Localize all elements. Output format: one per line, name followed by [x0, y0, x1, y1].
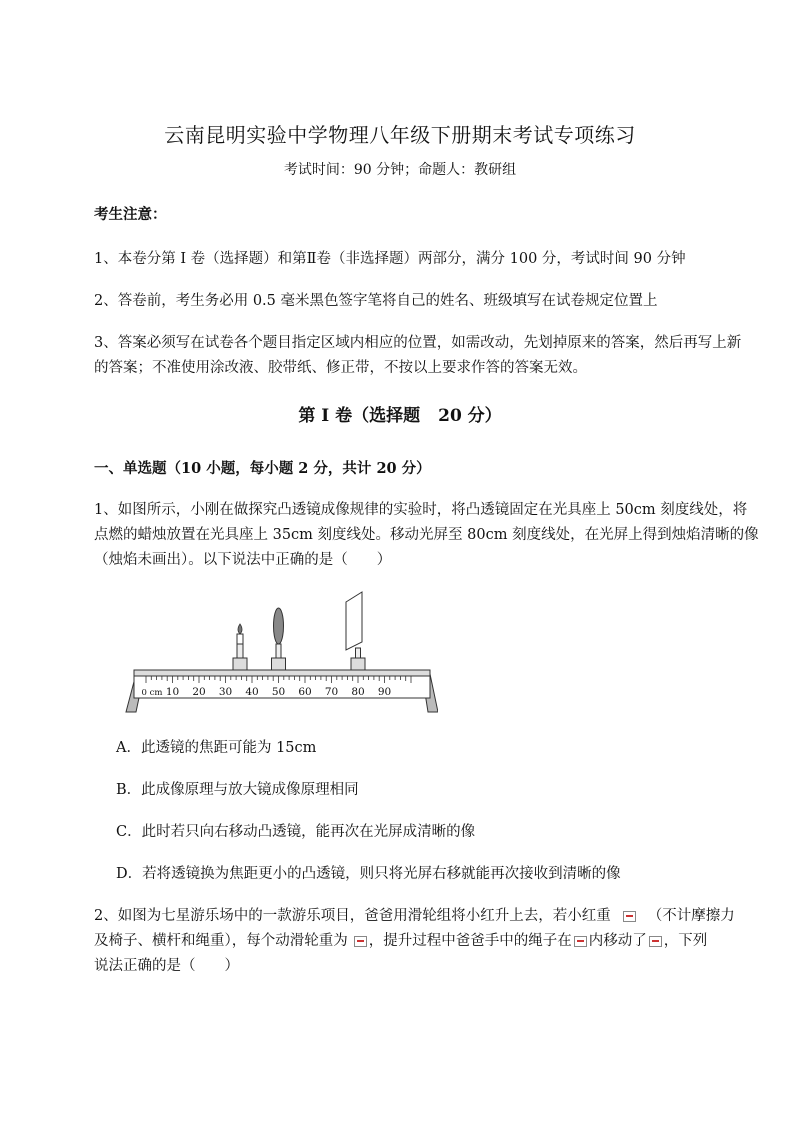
q1-option-b: B．此成像原理与放大镜成像原理相同: [116, 782, 359, 798]
q2-line-1: [94, 904, 735, 925]
scale-label-80: 80: [351, 686, 365, 698]
scale-label-10: 10: [165, 686, 180, 698]
formula-image-icon: [623, 911, 636, 922]
q1-option-a: A．此透镜的焦距可能为 15cm: [116, 740, 317, 756]
scale-label-70: 70: [324, 686, 339, 698]
optical-bench-svg: [122, 590, 438, 720]
q2-line-3: 说法正确的是（ ）: [94, 958, 239, 974]
q2-line-1-a: 2、如图为七星游乐场中的一款游乐项目，爸爸用滑轮组将小红升上去，若小红重: [94, 908, 611, 924]
scale-label-90: 90: [377, 686, 392, 698]
formula-image-icon: [574, 936, 587, 947]
q1-line-3: （烛焰未画出）。以下说法中正确的是（ ）: [94, 552, 392, 568]
section-title-a: 第 I 卷（选择题: [298, 406, 421, 426]
q1-line-1: 1、如图所示，小刚在做探究凸透镜成像规律的实验时，将凸透镜固定在光具座上 50cm 刻度线处，将: [94, 502, 748, 518]
scale-label-40: 40: [245, 686, 259, 698]
q1-line-2: 点燃的蜡烛放置在光具座上 35cm 刻度线处。移动光屏至 80cm 刻度线处，在光屏上得到烛焰清晰的像: [94, 527, 759, 543]
optical-bench-figure: [122, 590, 438, 720]
page-title: 云南昆明实验中学物理八年级下册期末考试专项练习: [164, 123, 636, 147]
notice-heading: 考生注意：: [94, 206, 167, 223]
q1-option-c: C．此时若只向右移动凸透镜，能再次在光屏成清晰的像: [116, 824, 476, 840]
formula-image-icon: [649, 936, 662, 947]
section-title-b: 20 分）: [438, 406, 502, 426]
candle: [233, 624, 247, 670]
part-heading: 一、单选题（10 小题，每小题 2 分，共计 20 分）: [94, 460, 431, 477]
exam-meta: 考试时间：90 分钟；命题人：教研组: [283, 162, 517, 178]
scale-label-0: 0 cm: [141, 688, 163, 698]
section-title: [0, 401, 800, 426]
convex-lens: [272, 608, 286, 670]
scale-label-20: 20: [192, 686, 206, 698]
q2-line-2-c: 内移动了: [588, 933, 647, 949]
scale-label-30: 30: [218, 686, 233, 698]
q2-line-1-b: （不计摩擦力: [647, 908, 735, 924]
notice-item-3-cont: 的答案；不准使用涂改液、胶带纸、修正带，不按以上要求作答的答案无效。: [94, 360, 587, 376]
notice-item-2: 2、答卷前，考生务必用 0.5 毫米黑色签字笔将自己的姓名、班级填写在试卷规定位置上: [94, 293, 658, 309]
q2-line-2-a: 及椅子、横杆和绳重），每个动滑轮重为: [94, 933, 348, 949]
q1-option-d: D．若将透镜换为焦距更小的凸透镜，则只将光屏右移就能再次接收到清晰的像: [116, 866, 621, 882]
formula-image-icon: [354, 936, 367, 947]
light-screen: [346, 592, 365, 670]
scale-label-50: 50: [271, 686, 286, 698]
scale-label-60: 60: [298, 686, 312, 698]
q2-line-2-d: ，下列: [663, 933, 708, 949]
rail-top: [134, 670, 430, 676]
notice-item-3: 3、答案必须写在试卷各个题目指定区域内相应的位置，如需改动，先划掉原来的答案，然后再写上新: [94, 335, 742, 351]
q2-line-2: [94, 929, 707, 950]
q2-line-2-b: ，提升过程中爸爸手中的绳子在: [368, 933, 572, 949]
notice-item-1: 1、本卷分第 I 卷（选择题）和第Ⅱ卷（非选择题）两部分，满分 100 分，考试时间 90 分钟: [94, 251, 686, 267]
